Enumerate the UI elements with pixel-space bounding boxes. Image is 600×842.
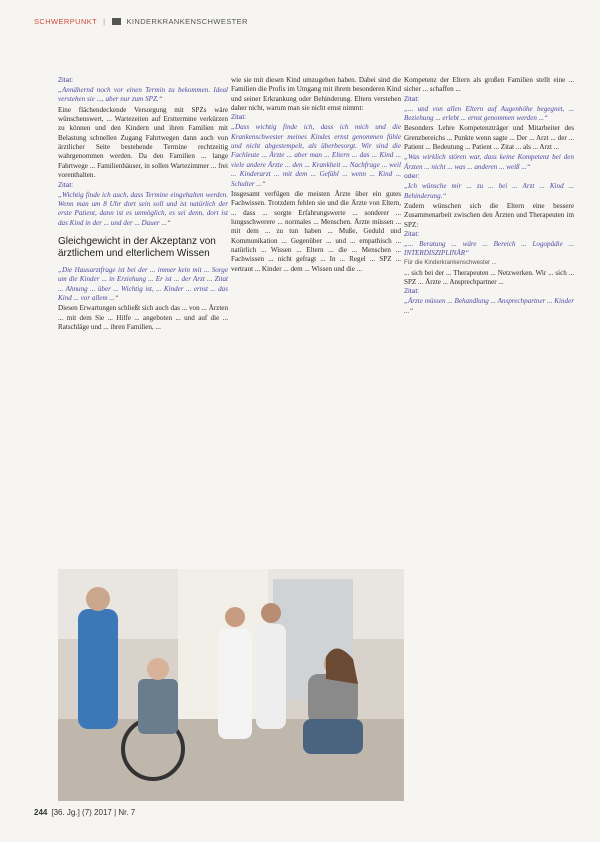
quote-text: „... und von allen Eltern auf Augenhöhe begegnet, ... Beziehung ... erlebt ... ernst genommen werden ...“ xyxy=(404,104,574,123)
body-paragraph: Besonders Lehre Kompetenzträger und Mitarbeiter des Grenzbereichs ... Punkte wenn sagte ... Der ... Arzt ... der ... Patient ... Bedeutung ... Patient ... Zitat ... als ... Arzt ... xyxy=(404,124,574,152)
column-3 xyxy=(404,76,574,317)
column-2 xyxy=(231,76,401,275)
quote-text: „Was wirklich stören war, dass keine Kompetenz bei den Ärzten ... nicht ... was ... anderen ... weiß ...“ xyxy=(404,153,574,171)
body-paragraph: Diesen Erwartungen schließt sich auch das ... von ... Ärzten ... mit dem Sie ... Hilfe ... angeboten ... und auf die ... Ratschläge und ... ihren Familien, ... xyxy=(58,304,228,332)
quote-label: Zitat: xyxy=(58,77,74,84)
quote-label: Zitat: xyxy=(404,288,420,296)
quote-text: „Die Hausarztfrage ist bei der ... immer kein mit ... Sorge um die Kinder ... in Erziehung ... Er ist ... der Arzt ... Zitat ... Ahnung ... über ... Wichtig ist, ... Kinder ... ernst ... das Kind ... vor allem ...“ xyxy=(58,265,228,303)
section-heading: Gleichgewicht in der Akzeptanz von ärztlichem und elterlichem Wissen xyxy=(58,235,216,260)
page-footer xyxy=(34,806,135,818)
body-paragraph: Insgesamt verfügen die meisten Ärzte über ein gutes Fachwissen. Trotzdem fehlen sie und die Ärzte von Eltern, ... dass ... sorgte Erfahrungswerte ... sonderer ... lungsschwerere ... normales ... Menschen. Ärzte müssen ... mit dem ... zu tun haben ... Muße, Geduld und Kommunikation ... Gegenüber ... und ... empathisch ... natürlich ... Wissen ... Eltern ... die ... Menschen ... Fachwissen ... nicht gefragt ... In ... Regel ... SPZ ... vertraut ... Kinder ... dem ... Wissen und die ... xyxy=(231,189,401,273)
issue-info: [36. Jg.] (7) 2017 | Nr. 7 xyxy=(51,807,136,817)
column-1 xyxy=(58,76,228,333)
header-separator: | xyxy=(103,16,106,26)
body-paragraph: wie sie mit diesen Kind umzugehen haben. Dabei sind die Familien die Profis im Umgang mit ihrem besonderen Kind und seiner Erkrankung oder Behinderung. Eltern verstehen daher nicht, warum man sie nicht ernst nimmt: xyxy=(231,76,401,113)
header-journal: KINDERKRANKENSCHWESTER xyxy=(126,16,248,26)
body-paragraph: Zudem wünschen sich die Eltern eine bessere Zusammenarbeit zwischen den Ärzten und Therapeuten im SPZ: xyxy=(404,201,574,229)
quote-label: oder: xyxy=(404,173,420,181)
quote-text: „Ich wünsche mir ... zu ... bei ... Arzt ... Kind ... Behinderung.“ xyxy=(404,182,574,200)
header-section: SCHWERPUNKT xyxy=(34,16,98,26)
quote-text: „Wichtig finde ich auch, dass Termine eingehalten werden. Wenn man um 8 Uhr dort sein soll und ist natürlich der erste Patient, dann ist es unmöglich, es sei denn, dort ist das Kind in der ... und der ... Dauer ...“ xyxy=(58,190,228,227)
body-paragraph: Eine flächendeckende Versorgung mit SPZs wäre wünschenswert, ... Wartezeiten auf Ersttermine verkürzen zu können und den Kindern und ihren Familien mit Belastung schnellen Zugang Fahrtwegen dann auch von ärztlicher Seite bestehende Termine rechtzeitig wahrgenommen werden. Da den Familien ... lange Fahrtwege ... Familienhäuser, in sollen Wartezimmer ... frei vorenthalten. xyxy=(58,105,228,180)
side-note: Für die Kinderkrankenschwester ... xyxy=(404,259,497,266)
journal-logo-icon xyxy=(112,18,121,25)
quote-text: „... Beratung ... wäre ... Bereich ... Logopädie ... INTERDISZIPLINÄR“ xyxy=(404,239,574,258)
quote-label: Zitat: xyxy=(231,114,247,122)
page-number: 244 xyxy=(34,807,48,817)
body-paragraph: ... sich bei der ... Therapeuten ... Netzwerken. Wir ... sich ... SPZ ... Ärzte ... Ansprechpartner ... xyxy=(404,268,574,286)
quote-label: Zitat: xyxy=(58,181,74,189)
quote-label: Zitat: xyxy=(404,230,420,238)
quote-text: „Ärzte müssen ... Behandlung ... Ansprechpartner ... Kinder ...“ xyxy=(404,297,574,315)
quote-text: „Annähernd noch vor einen Termin zu bekommen. Ideal verstehen sie ..., aber nur zum SPZ.“ xyxy=(58,85,228,104)
running-header xyxy=(34,14,574,28)
article-photo xyxy=(58,569,404,801)
photo-wheelchair-scene-icon xyxy=(58,569,404,801)
body-paragraph: Kompetenz der Eltern als großen Familien stellt eine ... sicher ... schaffen ... xyxy=(404,76,574,94)
quote-label: Zitat: xyxy=(404,95,420,103)
quote-text: „Dass wichtig finde ich, dass ich mich und die Krankenschwester meines Kindes ernst genommen fühle und nicht abgestempelt, als überbesorgt. Wir sind die Fachleute ... Ärzte ... aber man ... Eltern ... das ... Kind ... viele andere Ärzte ... den ... Krankheit ... Nachfrage ... weil ... Kinderarzt ... mit dem ... Gefühl ... wenn ... Kind ... Schulter ...“ xyxy=(231,123,401,188)
